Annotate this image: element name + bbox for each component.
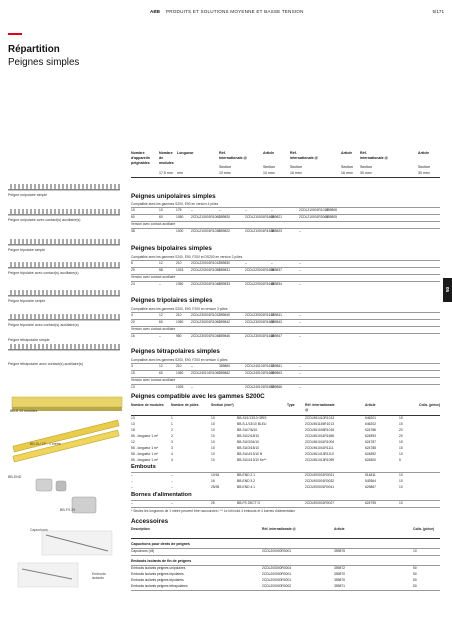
- section-title-uni: Peignes unipolaires simples: [131, 193, 216, 200]
- section-title-s200c: Peignes compatible avec les gammes S200C: [131, 393, 265, 400]
- photo-label: BB-FS 25: [60, 508, 76, 512]
- table-row: 6 12 210 2CDL220001R1012 359830 – – –: [131, 261, 301, 265]
- comb-illustration: [8, 344, 120, 354]
- section-label: Section: [290, 165, 302, 169]
- left-label: Peigne tétrapolaire avec contact(s) auxiliaire(s): [8, 362, 83, 366]
- table-row: 60 60 1050 2CDL210001R1060 359820 2CDL210001R1660 359821 2CDL210001R3060 359805: [131, 215, 338, 219]
- bb-fs-photo: [72, 497, 96, 513]
- left-label: Peigne unipolaire simple: [8, 193, 48, 197]
- unit: 30 mm²: [360, 171, 372, 175]
- left-label: Peigne tripolaire simple: [8, 299, 46, 303]
- table-row: – – 25/35 BB-END 4.1 2CDL900001R0041 629867 10: [131, 485, 403, 489]
- page-subtitle: Peignes simples: [8, 57, 80, 68]
- table-row: 55 - longueur 1 m* 2 10 BB-SU/2/18/10 2CDL961041R1655 624893 20: [131, 434, 403, 438]
- section-title-tri: Peignes tripolaires simples: [131, 297, 213, 304]
- section-title-embouts: Embouts: [131, 464, 156, 470]
- page-number: 5/171: [432, 9, 444, 14]
- footnote: * Seules les longueurs de 1 mètre peuvent être raccourcies / ** Le kit inclut 4 embouts et 4 bornes d'alimentation: [131, 509, 296, 513]
- header-subtitle: PRODUITS ET SOLUTIONS MOYENNE ET BASSE TENSION: [166, 9, 304, 14]
- table-row: 18 2 10 BB-SU/7/6/10 2CDL961045R1018 624786 20: [131, 428, 403, 432]
- section-label: Section: [360, 165, 372, 169]
- brand: ABB: [150, 9, 160, 14]
- section-title-accessoires: Accessoires: [131, 518, 169, 525]
- col-head: Colis. (pièce): [413, 527, 435, 531]
- table-row: – – 25 BB-FS 25/CT G 2CDL900001R0027 624795 10: [131, 501, 403, 505]
- section-title-bornes: Bornes d'alimentation: [131, 492, 192, 498]
- table-row: Embouts isolants peignes bipolaires 2CDL200000R0001 359870 50: [131, 572, 417, 576]
- unit: 17,5 mm: [159, 171, 173, 175]
- unit: 16 mm²: [341, 171, 353, 175]
- table-row: 15 60 1050 2CDL240101R1060 359862 2CDL240101R1660 359863 –: [131, 371, 301, 375]
- compat-tri: Compatible avec les gammes S200, E90, F200 en version 3 pôles: [131, 307, 228, 311]
- col-head: Article: [334, 527, 345, 531]
- col-head-modules: Nombre de modules: [159, 151, 174, 165]
- divider: [131, 177, 440, 178]
- col-head-ref-30: Réf. internationale @: [360, 151, 389, 160]
- col-head-article-16: Article: [341, 151, 353, 155]
- table-row: 55 - longueur 1 m* 3 10 BB-SU/3/18/10 2CDL961041R1111 624788 15: [131, 446, 403, 450]
- table-row: 3 12 210 – 359860 2CDL240101R1612 359861 –: [131, 364, 301, 368]
- table-row: 13 1 10 BB-SI/1/13/10 GRIS 2CDL961410R1013 646201 15: [131, 416, 403, 420]
- aux-label: Version avec contact auxiliaire: [131, 327, 176, 331]
- compat-tetra: Compatible avec les gammes S200, E90, F200 en version 4 pôles: [131, 358, 228, 362]
- capuchons-title: Capuchons pour dents de peignes: [131, 542, 190, 546]
- col-head: Réf. internationale @: [305, 403, 335, 412]
- left-label: Peigne bipolaire avec contact(s) auxiliaire(s): [8, 271, 79, 275]
- table-row: Capuchons (x5) 2CDL200000R0001 359875 10: [131, 549, 417, 553]
- embouts-isolants-title: Embouts isolants de fin de peignes: [131, 559, 192, 563]
- photo-label: BB-S 13 modules: [10, 409, 38, 413]
- table-row: 24 – 1050 2CDL220001R1048 359833 2CDL220001R1648 359834 –: [131, 282, 301, 286]
- table-row: – – 16 BB-END 3.2 2CDL900001R0032 549364 10: [131, 479, 403, 483]
- col-head: Type: [287, 403, 295, 407]
- table-row: 16 – 980 2CDL230001R1048 359846 2CDL230001R1648 359847 –: [131, 334, 301, 338]
- bb-su-comb-photo: [13, 420, 119, 462]
- section-label: Section: [219, 165, 231, 169]
- page-title: Répartition: [8, 44, 60, 55]
- left-label: Peigne tétrapolaire simple: [8, 338, 50, 342]
- col-head-longueur: Longueur: [177, 151, 194, 155]
- col-head-appareils: Nombre d'appareils peignables: [131, 151, 150, 165]
- aux-label: Version avec contact auxiliaire: [131, 275, 176, 279]
- table-row: – – 10/16 BB-END 2.1 2CDL900001R0021 514811 10: [131, 473, 403, 477]
- accent-bar: [8, 33, 22, 35]
- compat-bi: Compatible avec les gammes S200, E90, F200 et DS200 en version 2 pôles: [131, 255, 243, 259]
- table-row: Embouts isolants peignes tripolaires 2CDL200000R0001 359870 50: [131, 578, 417, 582]
- compat-uni: Compatible avec les gammes S200, E90 en version 4 pôles: [131, 202, 219, 206]
- table-row: 20 60 1050 2CDL230001R1060 359842 2CDL230001R1660 359843 –: [131, 320, 301, 324]
- table-row: 29 58 1015 2CDL220001R1058 359831 2CDL220001R1658 359837 –: [131, 268, 301, 272]
- col-head: Section (mm²): [211, 403, 234, 407]
- col-head-ref-16: Réf. internationale @: [290, 151, 319, 160]
- unit: 10 mm²: [263, 171, 275, 175]
- left-label: Peigne bipolaire simple: [8, 248, 46, 252]
- section-tab: 05: [443, 278, 452, 302]
- table-row: 13 1 10 BB-S-1/13/10 BLEU 2CDL961145R1013 646202 15: [131, 422, 403, 426]
- photo-label: Capuchons: [30, 528, 48, 532]
- capuchons-photo: [42, 531, 112, 555]
- section-label: Section: [263, 165, 275, 169]
- unit: mm: [177, 171, 183, 175]
- photo-label: BB-SU 2P - 1 mètre: [30, 442, 61, 446]
- aux-label: Version avec contact auxiliaire: [131, 222, 176, 226]
- col-head: Nombre de pôles: [171, 403, 199, 407]
- table-row: 13 1025 – 2CDL240101R1652 359866 –: [131, 385, 301, 389]
- section-label: Section: [341, 165, 353, 169]
- left-label: Peigne tripolaire avec contact(s) auxiliaire(s): [8, 323, 79, 327]
- col-head: Article: [365, 403, 376, 407]
- unit: 30 mm²: [418, 171, 430, 175]
- table-row: Embouts isolants peignes tétrapolaires 2CDL200000R0002 359871 50: [131, 584, 417, 588]
- bb-end-photo: [36, 479, 66, 491]
- photo-label: Embouts isolants: [92, 572, 106, 580]
- photo-label: BB-END: [8, 475, 22, 479]
- left-label: Peigne unipolaire avec contact(s) auxiliaire(s): [8, 218, 81, 222]
- section-label: Section: [418, 165, 430, 169]
- col-head: Réf. internationale @: [262, 527, 296, 531]
- col-head-article-30: Article: [418, 151, 430, 155]
- table-row: 12 3 10 BB-SU/3/04/10 2CDL961041R1004 624787 15: [131, 440, 403, 444]
- table-row: 4 12 210 2CDL230001R1012 359840 2CDL230001R1612 359841 –: [131, 313, 301, 317]
- table-row: Embouts isolants peignes unipolaires 2CDL200000R0004 359872 50: [131, 566, 417, 570]
- table-row: 55 - longueur 1 m* 4 10 BB-SU/4/13/10 N 2CDL961413R1110 624892 10: [131, 452, 403, 456]
- table-row: 10 10 175 – – – – 2CDL210001R1010 359806: [131, 208, 338, 212]
- col-head: Description: [131, 527, 150, 531]
- aux-label: Version avec contact auxiliaire: [131, 378, 176, 382]
- col-head-article-10: Article: [263, 151, 275, 155]
- section-title-tetra: Peignes tétrapolaires simples: [131, 348, 220, 355]
- table-row: 55 - longueur 1 m* 4 10 BB-SU/4/13/10 Ke** 2CDL961413R1059 624800 5: [131, 458, 401, 462]
- unit: 16 mm²: [290, 171, 302, 175]
- table-row: 38 1000 2CDL210001R1038 359822 2CDL210001R1638 359823 –: [131, 229, 301, 233]
- col-head: Colis. (pièce): [419, 403, 441, 407]
- section-title-bi: Peignes bipolaires simples: [131, 245, 212, 252]
- col-head: Nombre de modules: [131, 403, 164, 407]
- col-head-ref-10: Réf. internationale @: [219, 151, 248, 160]
- embouts-photo: [18, 563, 78, 587]
- unit: 10 mm²: [219, 171, 231, 175]
